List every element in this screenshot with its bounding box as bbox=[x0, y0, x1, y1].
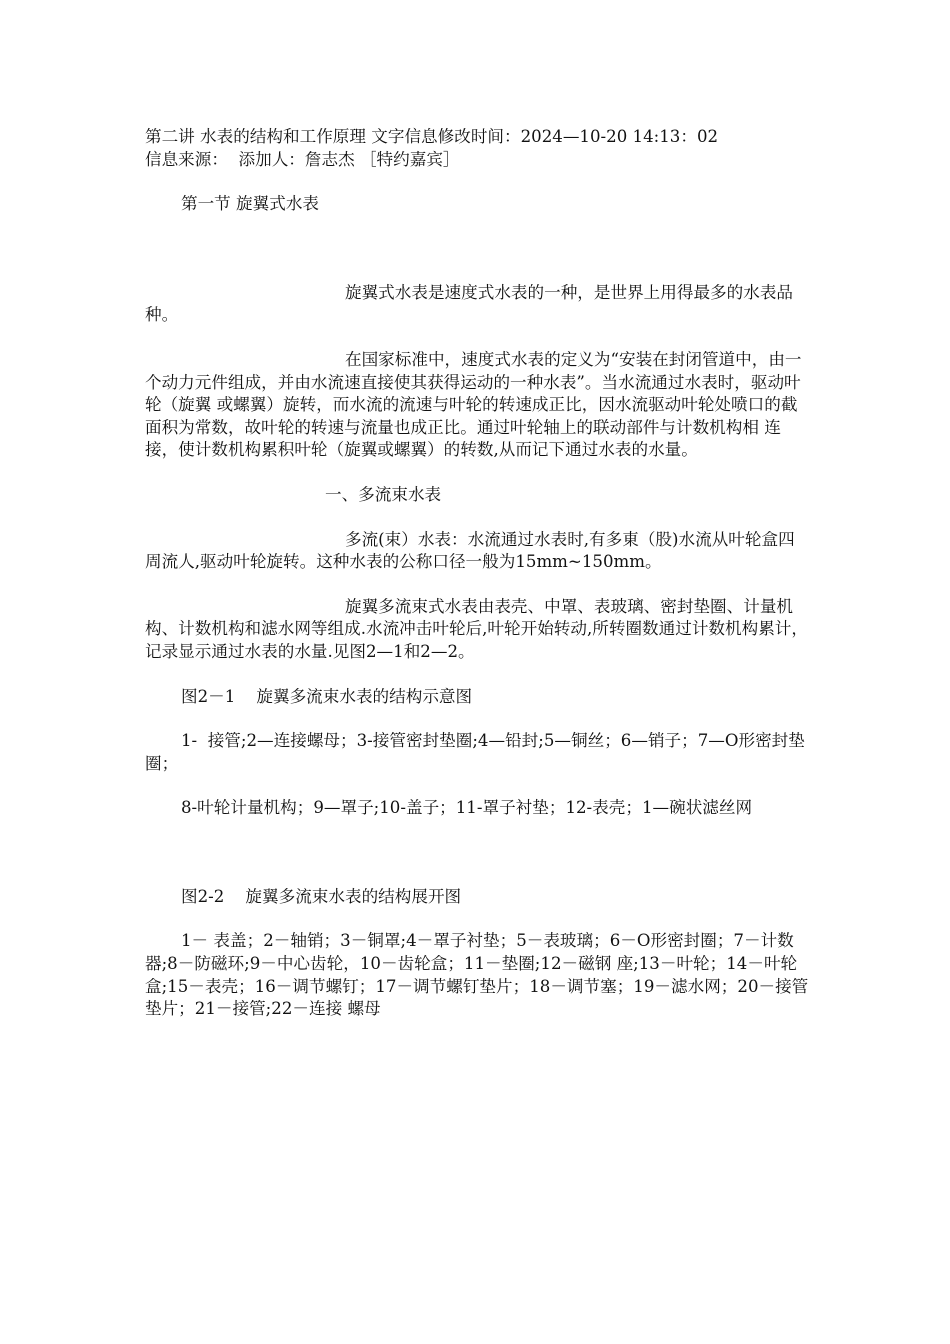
figure-1-legend-a: 1- 接管;2—连接螺母；3-接管密封垫圈;4—铅封;5—铜丝；6—销子；7—O形密封垫圈； bbox=[145, 731, 805, 773]
paragraph-intro: 旋翼式水表是速度式水表的一种，是世界上用得最多的水表品种。 bbox=[145, 282, 794, 325]
paragraph-definition: 在国家标准中，速度式水表的定义为“安装在封闭管道中，由一个动力元件组成，并由水流速直接使其获得运动的一种水表”。当水流通过水表时，驱动叶轮（旋翼 或螺翼）旋转，而水流的流速与叶轮的转速成正比，因水流驱动叶轮处喷口的截面积为常数，故叶轮的转速与流量也成正比。通过叶轮轴上的联动部件与计数机构相 连接，使计数机构累积叶轮（旋翼或螺翼）的转数,从而记下通过水表的水量。 bbox=[145, 349, 802, 460]
header-line-2: 信息来源： 添加人：詹志杰 ［特约嘉宾］ bbox=[145, 149, 460, 169]
paragraph-multi-stream-definition: 多流(束）水表：水流通过水表时,有多東（股)水流从叶轮盒四周流人,驱动叶轮旋转。这种水表的公称口径一般为15mm~150mm。 bbox=[145, 529, 795, 572]
figure-2-legend: 1－ 表盖；2－轴销；3－铜罩;4－罩子衬垫；5－表玻璃；6－O形密封圈；7－计数器;8－防磁环;9－中心齿轮，10－齿轮盒；11－垫圈;12－磁钢 座;13－叶轮；14－叶轮盒;15－表壳；16－调节螺钉；17－调节螺钉垫片；18－调节塞；19－滤水网；20－接管垫片；21－接管;22－连接 螺母 bbox=[145, 931, 809, 1019]
subheading-multi-stream: 一、多流束水表 bbox=[325, 484, 442, 504]
header-line-1: 第二讲 水表的结构和工作原理 文字信息修改时间：2024—10-20 14:13：02 bbox=[145, 127, 719, 146]
document-body bbox=[145, 126, 810, 1021]
paragraph-composition: 旋翼多流束式水表由表壳、中罩、表玻璃、密封垫圈、计量机构、计数机构和滤水网等组成.水流冲击叶轮后,叶轮开始转动,所转圈数通过计数机构累计，记录显示通过水表的水量.见图2—1和2—2。 bbox=[145, 596, 808, 661]
section-title: 第一节 旋翼式水表 bbox=[181, 194, 320, 214]
figure-1-caption: 图2－1 旋翼多流束水表的结构示意图 bbox=[181, 686, 473, 706]
figure-1-legend-b: 8-叶轮计量机构；9—罩子;10-盖子；11-罩子衬垫；12-表壳；1—碗状滤丝网 bbox=[181, 798, 753, 818]
figure-2-caption: 图2-2 旋翼多流束水表的结构展开图 bbox=[181, 886, 462, 906]
